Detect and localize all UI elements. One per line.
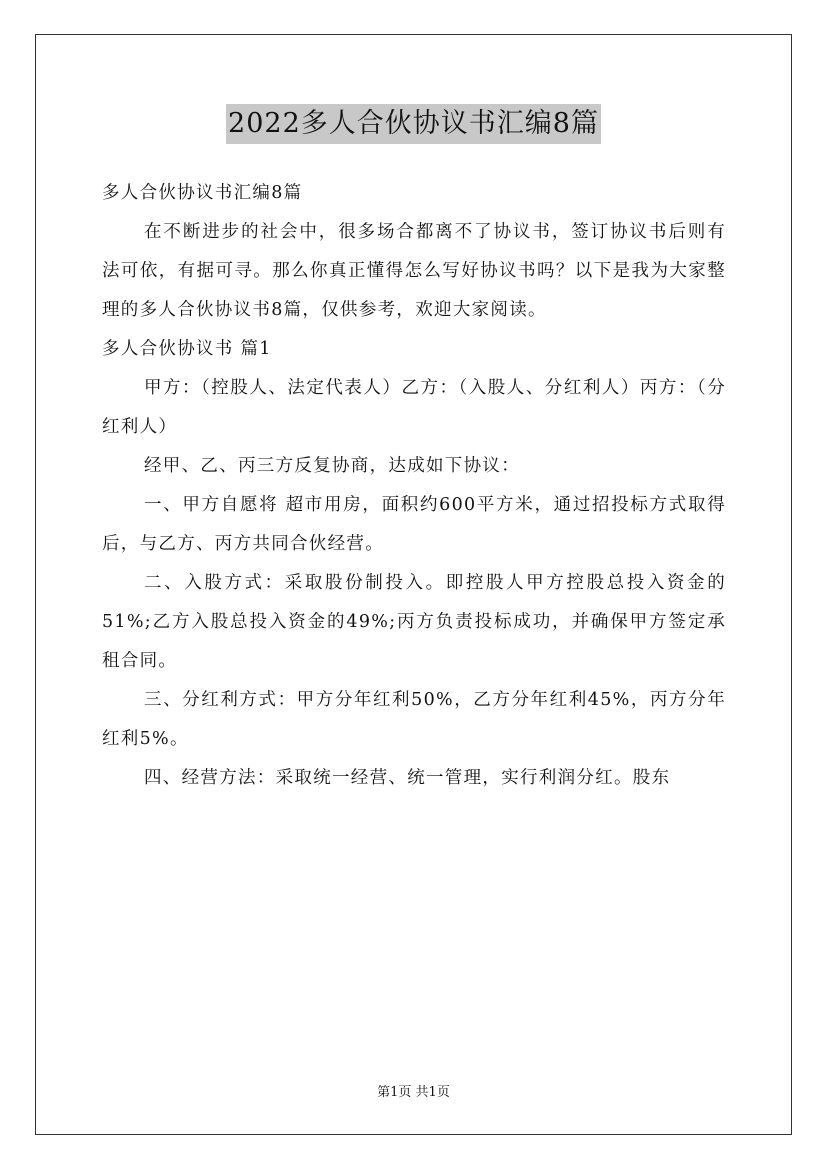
clause-4-paragraph: 四、经营方法：采取统一经营、统一管理，实行利润分红。股东 — [144, 768, 671, 788]
clause-3-paragraph: 三、分红利方式：甲方分年红利50%，乙方分年红利45%，丙方分年红利5%。 — [102, 690, 726, 749]
document-title-text: 2022多人合伙协议书汇编8篇 — [226, 104, 601, 144]
agreement-intro-paragraph: 经甲、乙、丙三方反复协商，达成如下协议： — [144, 456, 520, 476]
page-footer: 第1页 共1页 — [377, 1085, 450, 1100]
document-title — [0, 102, 827, 144]
parties-paragraph: 甲方：（控股人、法定代表人）乙方：（入股人、分红利人）丙方：（分红利人） — [102, 378, 726, 437]
subtitle-paragraph: 多人合伙协议书汇编8篇 — [102, 183, 303, 203]
intro-paragraph: 在不断进步的社会中，很多场合都离不了协议书，签订协议书后则有法可依，有据可寻。那么你真正懂得怎么写好协议书吗？以下是我为大家整理的多人合伙协议书8篇，仅供参考，欢迎大家阅读。 — [102, 222, 726, 320]
document-body — [102, 174, 726, 798]
clause-1-paragraph: 一、甲方自愿将 超市用房，面积约600平方米，通过招投标方式取得后，与乙方、丙方共同合伙经营。 — [102, 495, 726, 554]
clause-2-paragraph: 二、入股方式：采取股份制投入。即控股人甲方控股总投入资金的51%;乙方入股总投入资金的49%;丙方负责投标成功，并确保甲方签定承租合同。 — [102, 573, 726, 671]
section-heading: 多人合伙协议书 篇1 — [102, 339, 272, 359]
